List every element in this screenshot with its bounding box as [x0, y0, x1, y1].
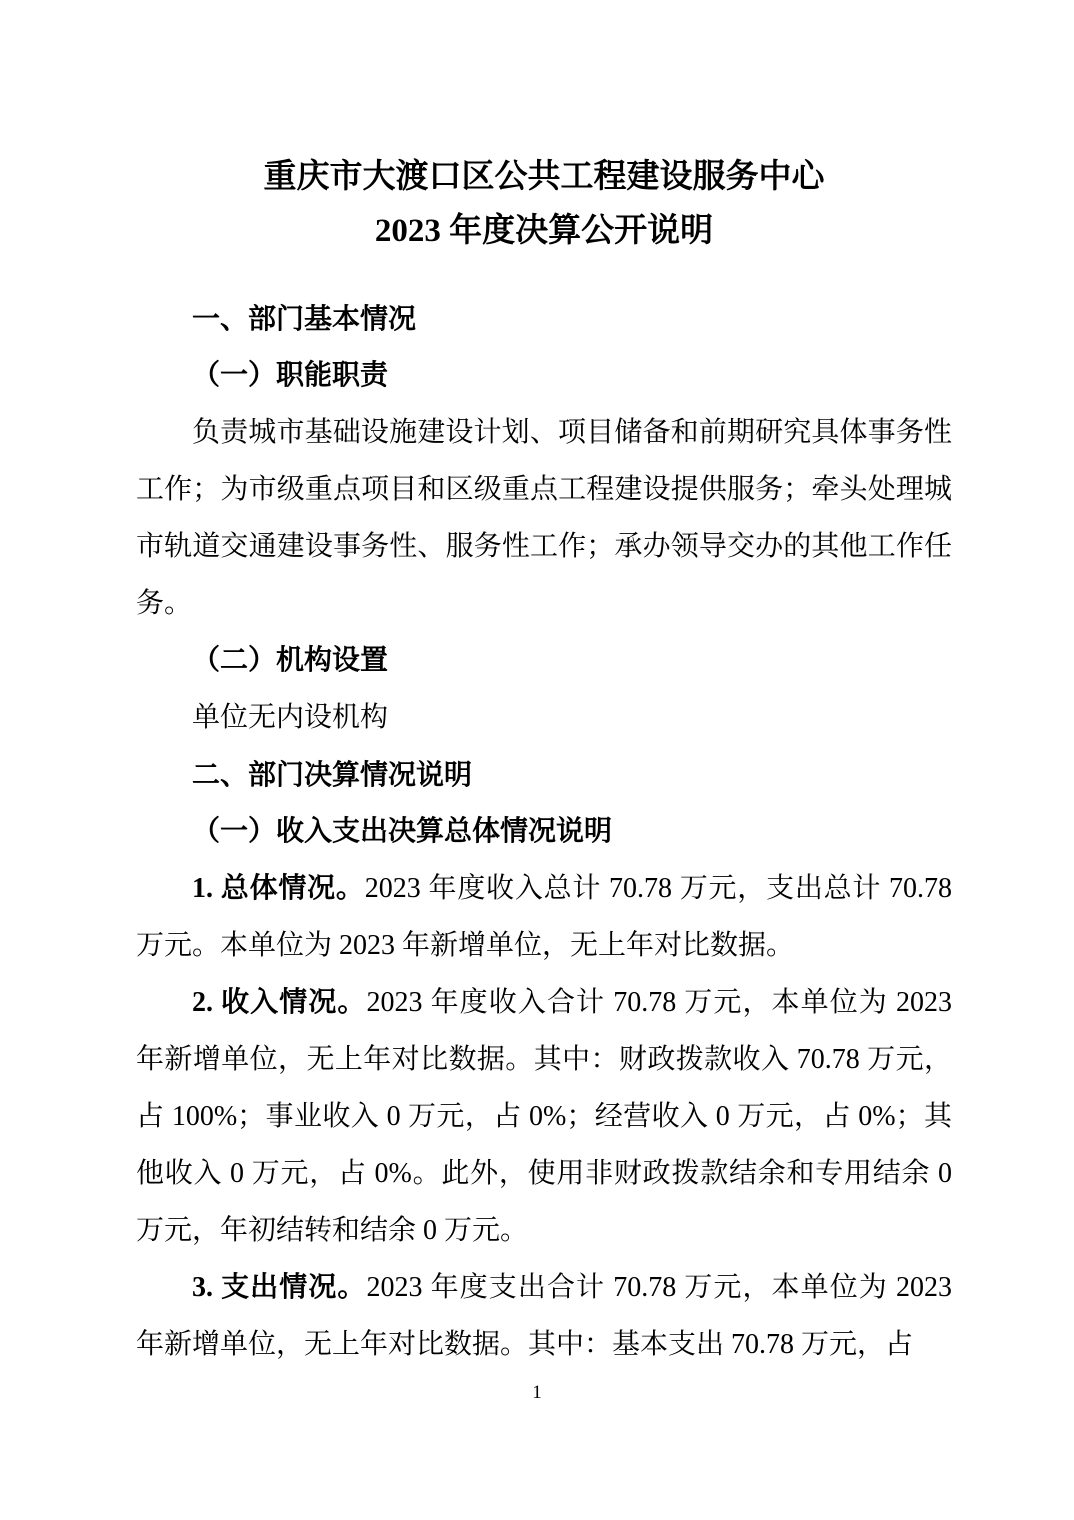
paragraph-expenditure-situation: [136, 1259, 952, 1373]
document-content: [136, 150, 952, 1373]
paragraph-income-situation: [136, 974, 952, 1259]
paragraph-overall-situation-text: 2023 年度收入总计 70.78 万元，支出总计 70.78 万元。本单位为 2023 年新增单位，无上年对比数据。: [136, 873, 952, 961]
section-heading-2: 二、部门决算情况说明: [192, 759, 473, 790]
paragraph-overall-situation: [136, 860, 952, 974]
document-title-line1: 重庆市大渡口区公共工程建设服务中心: [263, 159, 825, 195]
document-title-line2: 2023 年度决算公开说明: [374, 213, 714, 249]
paragraph-organization: 单位无内设机构: [192, 702, 389, 733]
document-title: [136, 150, 952, 258]
paragraph-income-situation-lead: 2. 收入情况。: [192, 987, 367, 1018]
paragraph-income-situation-text: 2023 年度收入合计 70.78 万元，本单位为 2023 年新增单位，无上年对比数据。其中：财政拨款收入 70.78 万元，占 100%；事业收入 0 万元，占 0%；经营收入 0 万元，占 0%；其他收入 0 万元，占 0%。此外，使用非财政拨款结余和专用结余 0 万元，年初结转和结余 0 万元。: [136, 987, 952, 1246]
page-number: 1: [532, 1382, 542, 1403]
subsection-heading-2-1: （一）收入支出决算总体情况说明: [192, 816, 613, 847]
paragraph-functions: 负责城市基础设施建设计划、项目储备和前期研究具体事务性工作；为市级重点项目和区级重点工程建设提供服务；牵头处理城市轨道交通建设事务性、服务性工作；承办领导交办的其他工作任务。: [136, 417, 952, 619]
section-heading-1: 一、部门基本情况: [192, 303, 417, 334]
paragraph-overall-situation-lead: 1. 总体情况。: [192, 873, 365, 904]
paragraph-expenditure-situation-lead: 3. 支出情况。: [192, 1272, 367, 1303]
subsection-heading-1-1: （一）职能职责: [192, 360, 389, 391]
document-body: [136, 290, 952, 1373]
subsection-heading-1-2: （二）机构设置: [192, 645, 389, 676]
paragraph-expenditure-situation-text: 2023 年度支出合计 70.78 万元，本单位为 2023 年新增单位，无上年对比数据。其中：基本支出 70.78 万元，占: [136, 1272, 952, 1360]
